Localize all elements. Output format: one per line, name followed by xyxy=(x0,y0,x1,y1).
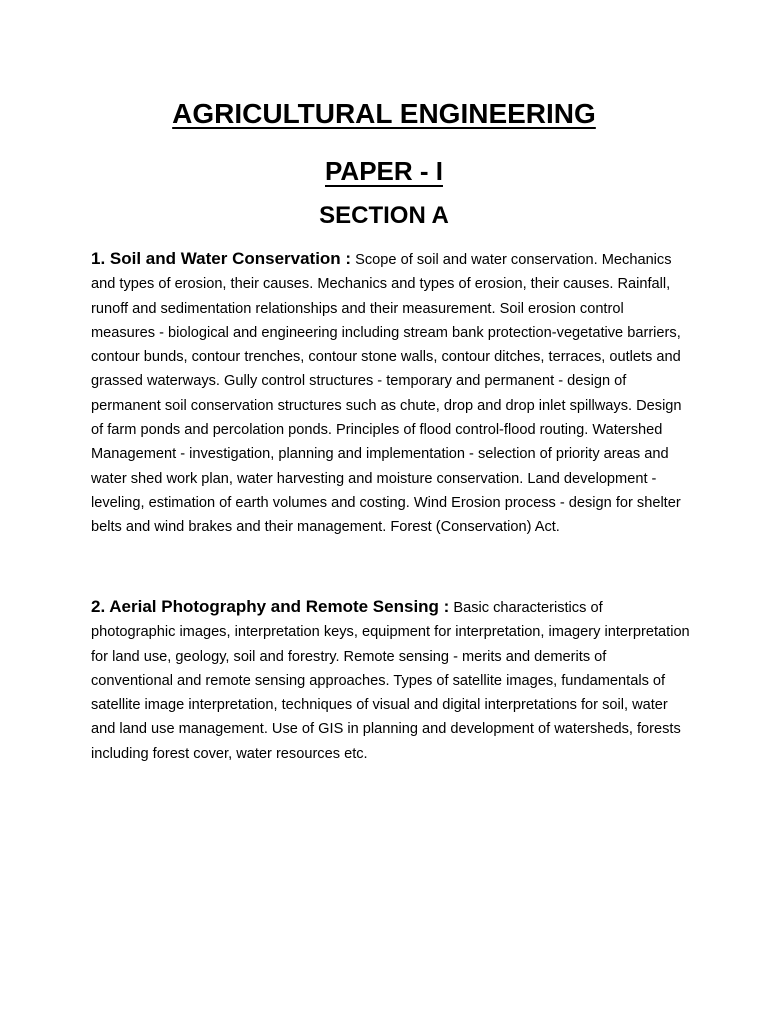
topic-heading: 1. Soil and Water Conservation : xyxy=(91,249,352,268)
topic-body: Basic characteristics of photographic images, interpretation keys, equipment for interpretation, imagery interpretation for land use, geology, soil and forestry. Remote sensing - merits and demerits of conventional and remote sensing approaches. Types of satellite images, fundamentals of satellite image interpretation, techniques of visual and digital interpretations for soil, water and land use management. Use of GIS in planning and development of watersheds, forests including forest cover, water resources etc. xyxy=(91,600,690,762)
paper-heading: PAPER - I xyxy=(325,156,443,186)
topic-paragraph-aerial-photography-remote-sensing xyxy=(91,595,691,766)
topic-body: Scope of soil and water conservation. Mechanics and types of erosion, their causes. Mechanics and types of erosion, their causes. Rainfall, runoff and sedimentation relationships and their measurement. Soil erosion control measures - biological and engineering including stream bank protection-vegetative barriers, contour bunds, contour trenches, contour stone walls, contour ditches, terraces, outlets and grassed waterways. Gully control structures - temporary and permanent - design of permanent soil conservation structures such as chute, drop and drop inlet spillways. Design of farm ponds and percolation ponds. Principles of flood control-flood routing. Watershed Management - investigation, planning and implementation - selection of priority areas and water shed work plan, water harvesting and moisture conservation. Land development - leveling, estimation of earth volumes and costing. Wind Erosion process - design for shelter belts and wind brakes and their management. Forest (Conservation) Act. xyxy=(91,252,682,536)
topic-heading: 2. Aerial Photography and Remote Sensing : xyxy=(91,597,450,616)
topic-paragraph-soil-water-conservation xyxy=(91,247,691,540)
section-heading: SECTION A xyxy=(319,202,449,229)
document-title: AGRICULTURAL ENGINEERING xyxy=(172,98,596,129)
